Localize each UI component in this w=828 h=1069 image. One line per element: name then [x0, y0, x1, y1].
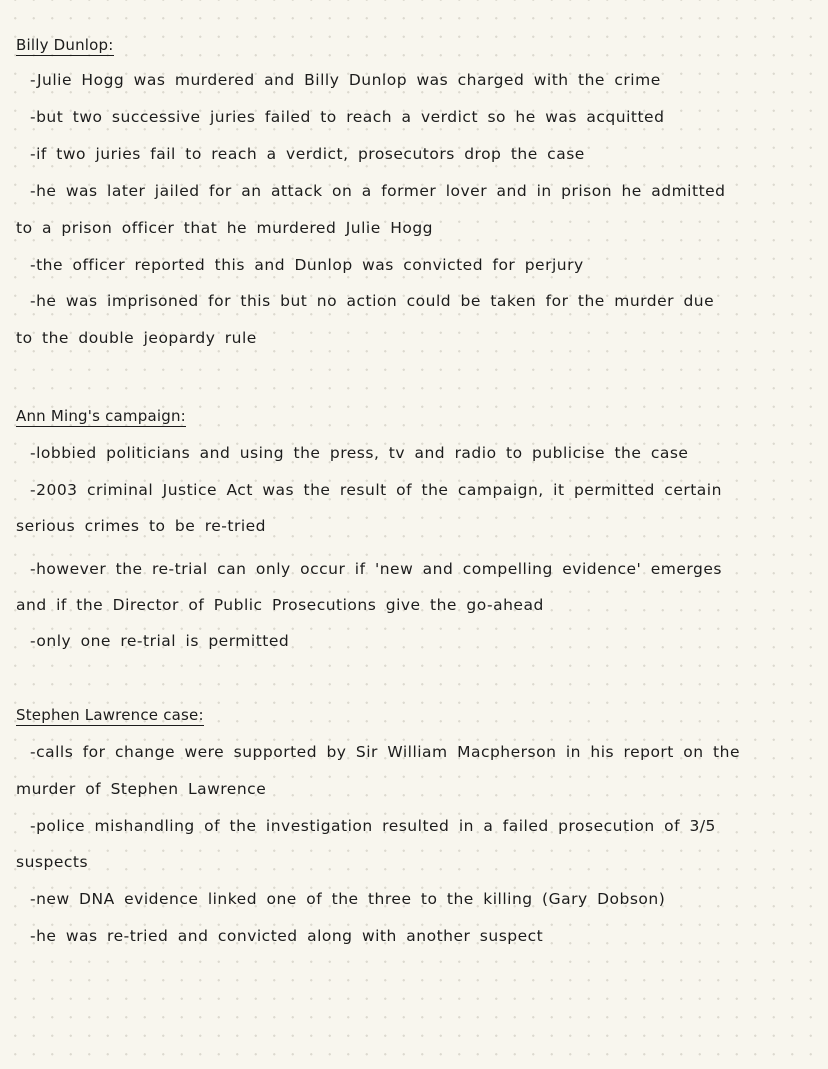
note-line: -police mishandling of the investigation resulted in a failed prosecution of 3/5	[30, 817, 716, 835]
note-line: -Julie Hogg was murdered and Billy Dunlop was charged with the crime	[30, 71, 661, 89]
note-line: murder of Stephen Lawrence	[16, 780, 267, 798]
note-line: -he was imprisoned for this but no action could be taken for the murder due	[30, 292, 715, 310]
note-line: -calls for change were supported by Sir William Macpherson in his report on the	[30, 743, 740, 761]
note-line: and if the Director of Public Prosecutions give the go-ahead	[16, 596, 544, 614]
note-line: -but two successive juries failed to reach a verdict so he was acquitted	[30, 108, 665, 126]
note-line: to a prison officer that he murdered Julie Hogg	[16, 219, 434, 237]
note-line: -new DNA evidence linked one of the three to the killing (Gary Dobson)	[30, 890, 666, 908]
note-line: -he was later jailed for an attack on a former lover and in prison he admitted	[30, 182, 726, 200]
note-line: -if two juries fail to reach a verdict, prosecutors drop the case	[30, 145, 585, 163]
section-heading-billy-dunlop: Billy Dunlop:	[16, 36, 114, 54]
note-line: to the double jeopardy rule	[16, 329, 257, 347]
note-line: -he was re-tried and convicted along with another suspect	[30, 927, 544, 945]
note-line: suspects	[16, 853, 89, 871]
note-line: -the officer reported this and Dunlop was convicted for perjury	[30, 256, 584, 274]
section-heading-ann-ming-campaign: Ann Ming's campaign:	[16, 407, 186, 425]
note-line: serious crimes to be re-tried	[16, 517, 267, 535]
note-line: -2003 criminal Justice Act was the result of the campaign, it permitted certain	[30, 481, 722, 499]
note-line: -only one re-trial is permitted	[30, 632, 290, 650]
note-line: -however the re-trial can only occur if 'new and compelling evidence' emerges	[30, 560, 722, 578]
note-line: -lobbied politicians and using the press, tv and radio to publicise the case	[30, 444, 689, 462]
section-heading-stephen-lawrence-case: Stephen Lawrence case:	[16, 706, 204, 724]
